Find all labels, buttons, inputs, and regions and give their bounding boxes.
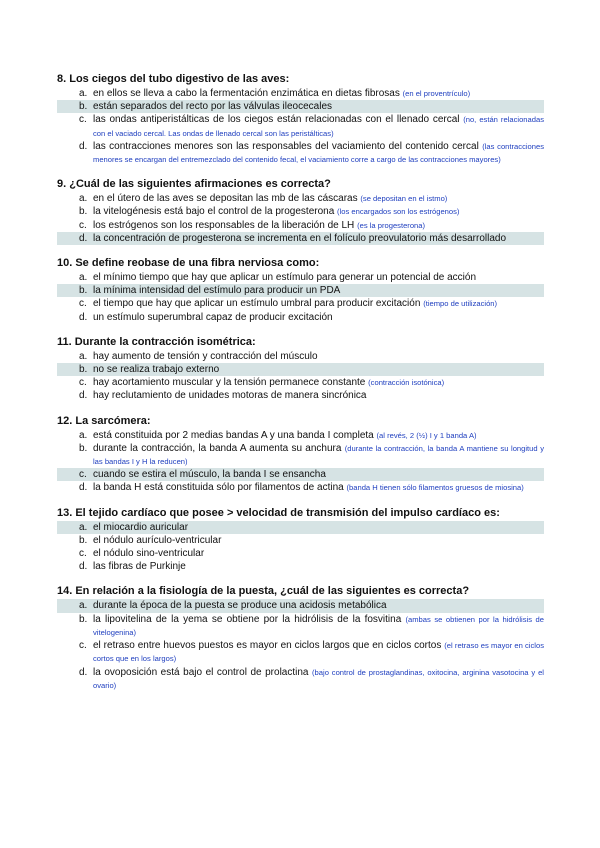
option-text: el tiempo que hay que aplicar un estímulo umbral para producir excitación [93, 298, 421, 310]
answer-option [57, 666, 544, 692]
option-note: (ambas se obtienen por la hidrólisis de vitelogenina) [93, 614, 544, 637]
answer-option [57, 311, 544, 324]
option-note: (los encargados son los estrógenos) [337, 207, 460, 217]
answer-option [57, 613, 544, 639]
option-letter: c. [79, 548, 87, 560]
option-letter: d. [79, 232, 88, 244]
option-text: en el útero de las aves se depositan las mb de las cáscaras [93, 193, 358, 205]
option-note: (banda H tienen sólo filamentos gruesos de miosina) [346, 483, 524, 493]
answer-option-correct [57, 468, 544, 481]
option-letter: d. [79, 482, 88, 494]
option-letter: a. [79, 350, 88, 362]
answer-option-correct [57, 232, 544, 245]
question-block [57, 256, 544, 324]
option-letter: d. [79, 311, 88, 323]
option-text: cuando se estira el músculo, la banda I se ensancha [93, 469, 326, 481]
option-letter: c. [79, 219, 87, 231]
answer-option [57, 271, 544, 284]
option-letter: b. [79, 534, 88, 546]
option-note: (al revés, 2 (½) I y 1 banda A) [376, 430, 477, 440]
option-text: la ovoposición está bajo el control de prolactina [93, 666, 309, 678]
option-letter: d. [79, 666, 88, 678]
answer-option [57, 350, 544, 363]
option-text: el miocardio auricular [93, 521, 189, 533]
option-letter: a. [79, 429, 88, 441]
question-block [57, 72, 544, 166]
option-text: no se realiza trabajo externo [93, 364, 220, 376]
answer-option [57, 113, 544, 139]
option-note: (bajo control de prostaglandinas, oxitocina, arginina vasotocina y el ovario) [93, 667, 544, 690]
option-letter: b. [79, 206, 88, 218]
option-letter: a. [79, 600, 88, 612]
question-title: 12. La sarcómera: [57, 414, 151, 427]
answer-option [57, 560, 544, 573]
answer-option [57, 547, 544, 560]
option-note: (el retraso es mayor en ciclos cortos que en los largos) [93, 641, 545, 664]
answer-option [57, 389, 544, 402]
option-letter: b. [79, 442, 88, 454]
option-letter: b. [79, 101, 88, 113]
question-title: 9. ¿Cuál de las siguientes afirmaciones es correcta? [57, 178, 331, 191]
option-text: las ondas antiperistálticas de los ciegos están relacionadas con el llenado cercal [93, 114, 460, 126]
option-text: está constituida por 2 medias bandas A y una banda I completa [93, 429, 374, 441]
question-block [57, 414, 544, 495]
option-text: las contracciones menores son las responsables del vaciamiento del contenido cercal [93, 140, 479, 152]
question-block [57, 506, 544, 574]
option-note: (tiempo de utilización) [423, 299, 498, 309]
option-note: (es la progesterona) [357, 220, 426, 230]
option-text: durante la contracción, la banda A aumenta su anchura [93, 442, 342, 454]
option-letter: c. [79, 114, 87, 126]
question-title: 11. Durante la contracción isométrica: [57, 335, 256, 348]
option-letter: a. [79, 193, 88, 205]
option-text: la concentración de progesterona se incrementa en el folículo preovulatorio más desarrollado [93, 232, 507, 244]
answer-option-correct [57, 363, 544, 376]
answer-option-correct [57, 599, 544, 612]
option-text: en ellos se lleva a cabo la fermentación enzimática en dietas fibrosas [93, 88, 400, 99]
option-letter: b. [79, 285, 88, 297]
question-block [57, 335, 544, 403]
option-text: el retraso entre huevos puestos es mayor en ciclos largos que en ciclos cortos [93, 640, 442, 652]
option-letter: d. [79, 140, 88, 152]
option-text: un estímulo superumbral capaz de producir excitación [93, 311, 333, 323]
answer-option-correct [57, 100, 544, 113]
option-letter: a. [79, 88, 88, 99]
option-note: (las contracciones menores se encargan del entremezclado del contenido fecal, el vaciamiento corre a cargo de las contracciones mayores) [93, 141, 545, 165]
option-letter: c. [79, 377, 87, 389]
option-letter: d. [79, 561, 88, 573]
question-title: 8. Los ciegos del tubo digestivo de las aves: [57, 73, 290, 85]
option-letter: b. [79, 613, 88, 625]
option-text: la banda H está constituida sólo por filamentos de actina [93, 482, 344, 494]
option-note: (durante la contracción, la banda A mantiene su longitud y las bandas I y H la reducen) [93, 443, 544, 467]
question-title: 13. El tejido cardíaco que posee > velocidad de transmisión del impulso cardíaco es: [57, 506, 500, 519]
option-text: el nódulo aurículo-ventricular [93, 534, 222, 546]
option-text: están separados del recto por las válvulas ileocecales [93, 101, 333, 113]
option-text: hay aumento de tensión y contracción del músculo [93, 350, 318, 362]
option-text: el mínimo tiempo que hay que aplicar un estímulo para generar un potencial de acción [93, 272, 477, 284]
question-block [57, 177, 544, 245]
option-text: las fibras de Purkinje [93, 561, 186, 573]
option-text: los estrógenos son los responsables de la liberación de LH [93, 219, 355, 231]
option-letter: b. [79, 364, 88, 376]
option-text: durante la época de la puesta se produce una acidosis metabólica [93, 600, 387, 612]
answer-option [57, 219, 544, 232]
option-letter: a. [79, 272, 88, 284]
answer-option [57, 205, 544, 218]
option-text: la lipovitelina de la yema se obtiene por la hidrólisis de la fosvitina [93, 613, 402, 625]
answer-option [57, 192, 544, 205]
option-text: hay reclutamiento de unidades motoras de manera sincrónica [93, 390, 367, 402]
option-text: el nódulo sino-ventricular [93, 548, 205, 560]
option-note: (se depositan en el istmo) [360, 194, 448, 204]
option-text: la vitelogénesis está bajo el control de la progesterona [93, 206, 335, 218]
answer-option [57, 297, 544, 310]
answer-option [57, 639, 544, 665]
question-title: 10. Se define reobase de una fibra nerviosa como: [57, 257, 320, 270]
answer-option [57, 140, 544, 166]
answer-option [57, 534, 544, 547]
option-letter: c. [79, 640, 87, 652]
question-title: 14. En relación a la fisiología de la puesta, ¿cuál de las siguientes es correcta? [57, 585, 470, 598]
answer-option-correct [57, 284, 544, 297]
document-page [57, 72, 544, 703]
answer-option-correct [57, 521, 544, 534]
option-note: (no, están relacionadas con el vaciado cercal. Las ondas de llenado cercal son las peristálticas) [93, 115, 544, 138]
option-letter: a. [79, 521, 88, 533]
answer-option [57, 429, 544, 442]
answer-option [57, 87, 544, 100]
option-note: (en el proventrículo) [402, 89, 471, 98]
option-text: hay acortamiento muscular y la tensión permanece constante [93, 377, 366, 389]
answer-option [57, 442, 544, 468]
question-block [57, 584, 544, 691]
answer-option [57, 481, 544, 494]
option-letter: d. [79, 390, 88, 402]
option-letter: c. [79, 469, 87, 481]
answer-option [57, 376, 544, 389]
option-letter: c. [79, 298, 87, 310]
option-note: (contracción isotónica) [368, 378, 445, 388]
question-list [57, 72, 544, 692]
option-text: la mínima intensidad del estímulo para producir un PDA [93, 285, 341, 297]
